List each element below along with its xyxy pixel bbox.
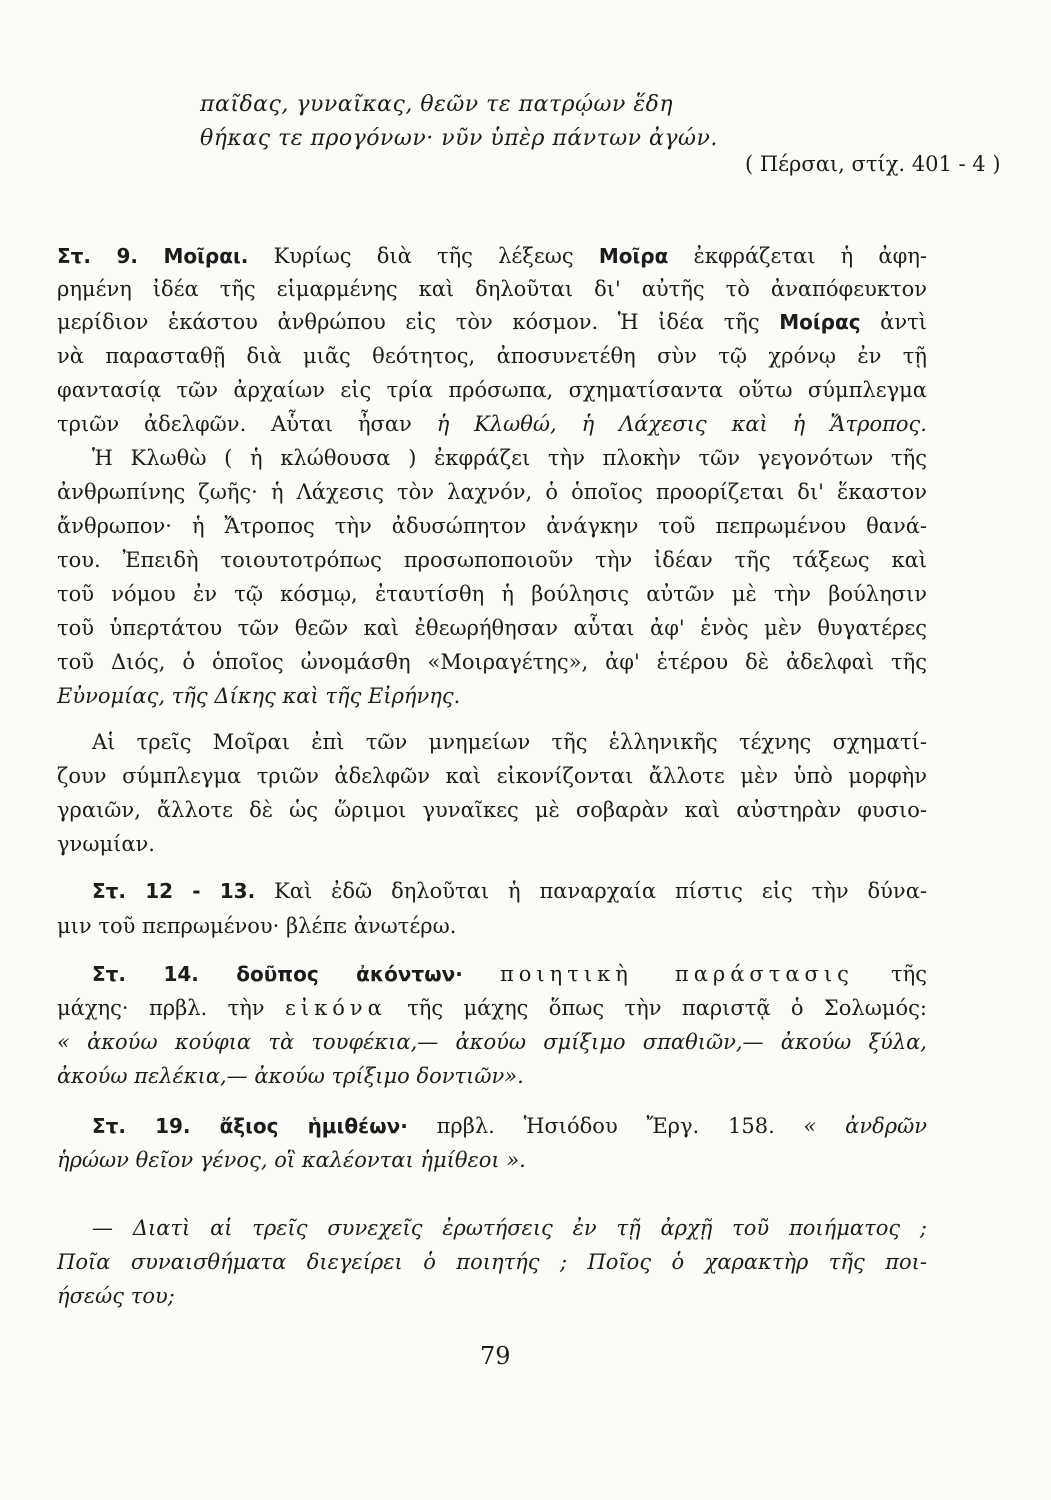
question-line-3: ήσεώς του; (57, 1284, 175, 1308)
st12-label: Στ. 12 - 13. (92, 879, 256, 903)
st9-line-5: φαντασίᾳ τῶν ἀρχαίων εἰς τρία πρόσωπα, σχηματίσαντα οὕτω σύμπλεγμα (57, 378, 927, 402)
st19-label: Στ. 19. ἄξιος ἡμιθέων· (92, 1114, 408, 1138)
st9-line-1: Στ. 9. Μοῖραι. Κυρίως διὰ τῆς λέξεως Μοῖρα ἐκφράζεται ἡ ἀφη- (57, 244, 927, 268)
st9-line-3: μερίδιον ἑκάστου ἀνθρώπου εἰς τὸν κόσμον. Ἡ ἰδέα τῆς Μοίρας ἀντὶ (57, 310, 927, 334)
question-line-1: — Διατὶ αἱ τρεῖς συνεχεῖς ἐρωτήσεις ἐν τῇ ἀρχῇ τοῦ ποιήματος ; (92, 1216, 927, 1240)
st9-line-16: ζουν σύμπλεγμα τριῶν ἀδελφῶν καὶ εἰκονίζονται ἄλλοτε μὲν ὑπὸ μορφὴν (57, 764, 927, 788)
st9-line-6: τριῶν ἀδελφῶν. Αὗται ἦσαν ἡ Κλωθώ, ἡ Λάχεσις καὶ ἡ Ἄτροπος. (57, 412, 927, 436)
verse-source: ( Πέρσαι, στίχ. 401 - 4 ) (745, 152, 1001, 176)
st9-line-17: γραιῶν, ἄλλοτε δὲ ὡς ὥριμοι γυναῖκες μὲ σοβαρὰν καὶ αὐστηρὰν φυσιο- (57, 798, 927, 822)
st12-line-2: μιν τοῦ πεπρωμένου· βλέπε ἀνωτέρω. (57, 914, 457, 938)
st14-line-2: μάχης· πρβλ. τὴν εἰκόνα τῆς μάχης ὅπως τὴν παριστᾷ ὁ Σολωμός: (57, 996, 927, 1020)
st14-label: Στ. 14. δοῦπος ἀκόντων· (92, 962, 463, 986)
st9-line-8: ἀνθρωπίνης ζωῆς· ἡ Λάχεσις τὸν λαχνόν, ὁ ὁποῖος προορίζεται δι' ἕκαστον (57, 480, 927, 504)
st19-line-2: ἡρώων θεῖον γένος, οἳ καλέονται ἡμίθεοι ». (57, 1148, 526, 1172)
st9-line-13: τοῦ Διός, ὁ ὁποῖος ὠνομάσθη «Μοιραγέτης», ἀφ' ἑτέρου δὲ ἀδελφαὶ τῆς (57, 650, 927, 674)
question-line-2: Ποῖα συναισθήματα διεγείρει ὁ ποιητής ; Ποῖος ὁ χαρακτὴρ τῆς ποι- (57, 1250, 927, 1274)
st9-line-7: Ἡ Κλωθὼ ( ἡ κλώθουσα ) ἐκφράζει τὴν πλοκὴν τῶν γεγονότων τῆς (92, 446, 927, 470)
st14-line-4: ἀκούω πελέκια,— ἀκούω τρίξιμο δοντιῶν». (57, 1064, 524, 1088)
st9-line-15: Αἱ τρεῖς Μοῖραι ἐπὶ τῶν μνημείων τῆς ἑλληνικῆς τέχνης σχηματί- (92, 730, 927, 754)
st9-line-18: γνωμίαν. (57, 832, 155, 856)
st9-label: Στ. 9. Μοῖραι. (57, 244, 249, 268)
verse-line-1: παῖδας, γυναῖκας, θεῶν τε πατρῴων ἕδη (200, 92, 674, 117)
st9-line-11: τοῦ νόμου ἐν τῷ κόσμῳ, ἐταυτίσθη ἡ βούλησις αὐτῶν μὲ τὴν βούλησιν (57, 582, 927, 606)
st9-line-4: νὰ παρασταθῇ διὰ μιᾶς θεότητος, ἀποσυνετέθη σὺν τῷ χρόνῳ ἐν τῇ (57, 344, 927, 368)
st14-line-3: « ἀκούω κούφια τὰ τουφέκια,— ἀκούω σμίξιμο σπαθιῶν,— ἀκούω ξύλα, (57, 1030, 927, 1054)
st9-line-9: ἄνθρωπον· ἡ Ἄτροπος τὴν ἀδυσώπητον ἀνάγκην τοῦ πεπρωμένου θανά- (57, 514, 927, 538)
st19-line-1: Στ. 19. ἄξιος ἡμιθέων· πρβλ. Ἡσιόδου Ἔργ. 158. « ἀνδρῶν (92, 1114, 927, 1138)
st9-line-2: ρημένη ἰδέα τῆς εἱμαρμένης καὶ δηλοῦται δι' αὐτῆς τὸ ἀναπόφευκτον (57, 277, 927, 301)
verse-line-2: θήκας τε προγόνων· νῦν ὑπὲρ πάντων ἀγών. (200, 126, 718, 151)
st12-line-1: Στ. 12 - 13. Καὶ ἐδῶ δηλοῦται ἡ παναρχαία πίστις εἰς τὴν δύνα- (92, 879, 927, 903)
st9-line-10: του. Ἐπειδὴ τοιουτοτρόπως προσωποποιοῦν τὴν ἰδέαν τῆς τάξεως καὶ (57, 548, 927, 572)
page-number: 79 (480, 1342, 511, 1370)
st9-line-14: Εὐνομίας, τῆς Δίκης καὶ τῆς Εἰρήνης. (57, 684, 461, 708)
st9-line-12: τοῦ ὑπερτάτου τῶν θεῶν καὶ ἐθεωρήθησαν αὗται ἀφ' ἑνὸς μὲν θυγατέρες (57, 616, 927, 640)
st14-line-1: Στ. 14. δοῦπος ἀκόντων· ποιητικὴ παράστασις τῆς (92, 962, 927, 986)
